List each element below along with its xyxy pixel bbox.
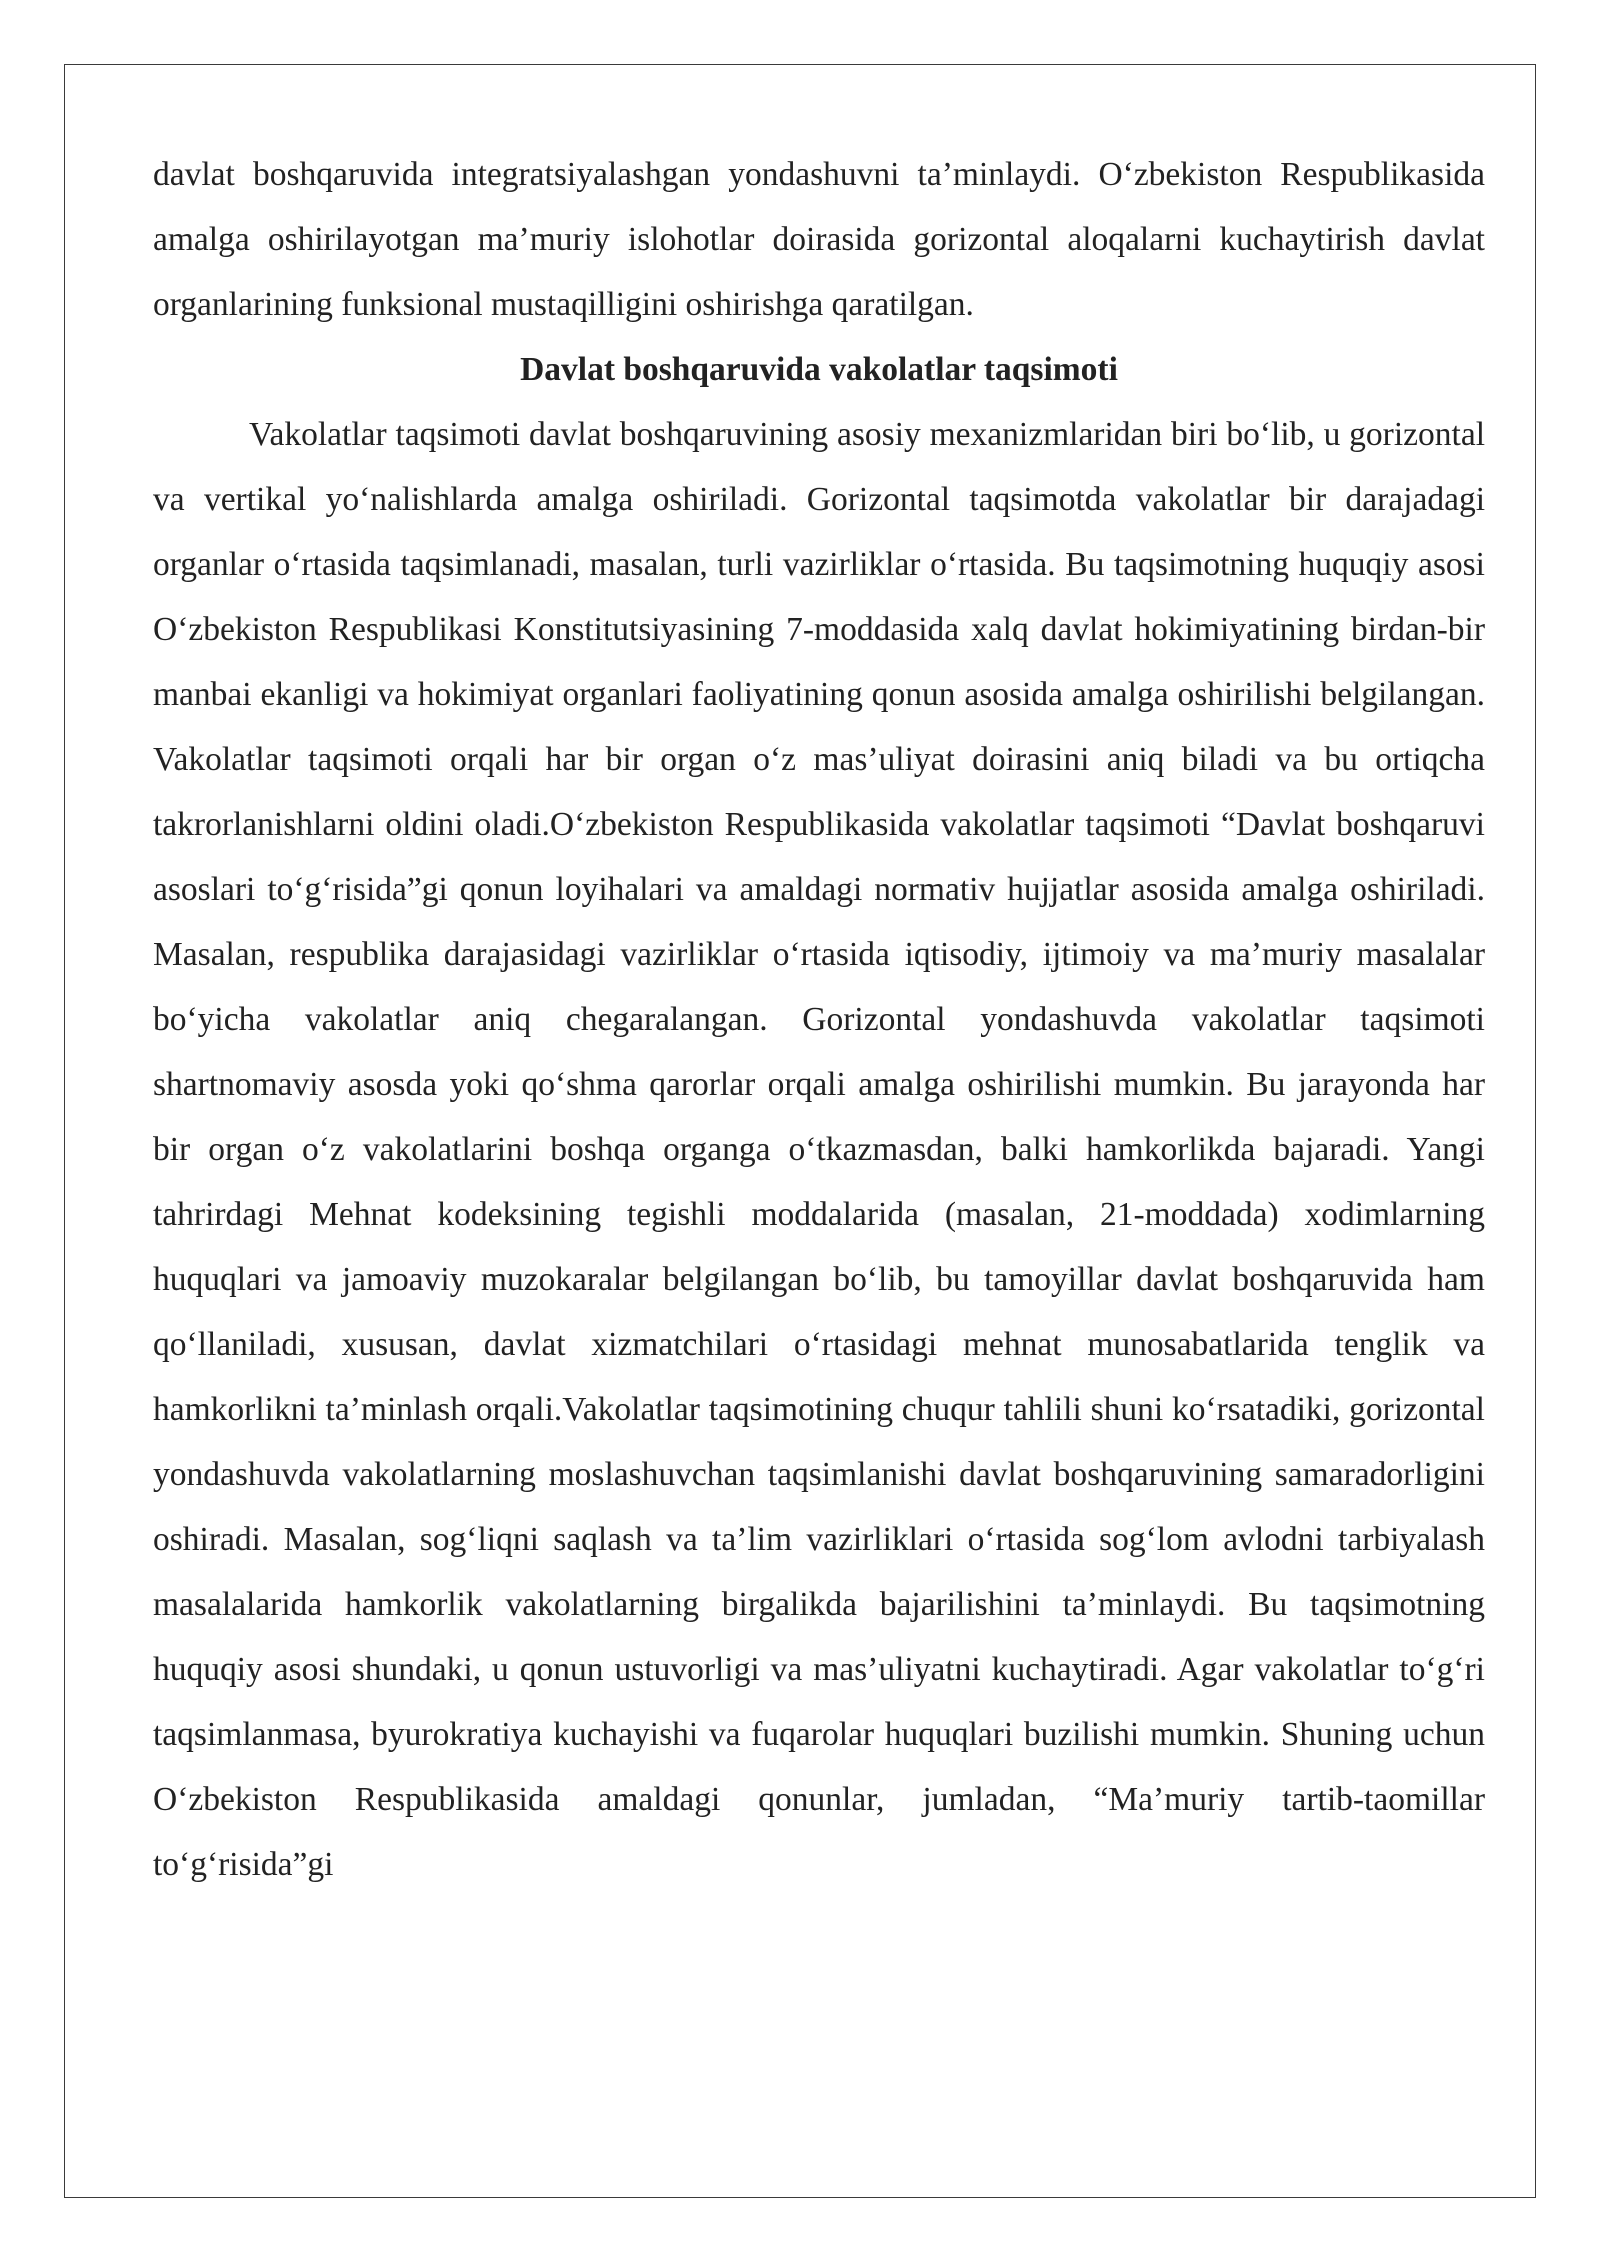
section-heading: Davlat boshqaruvida vakolatlar taqsimoti (520, 351, 1118, 388)
document-body (153, 142, 1485, 1897)
body-paragraph: Vakolatlar taqsimoti davlat boshqaruvining asosiy mexanizmlaridan biri bo‘lib, u gorizontal va vertikal yo‘nalishlarda amalga oshiriladi. Gorizontal taqsimotda vakolatlar bir darajadagi organlar o‘rtasida taqsimlanadi, masalan, turli vazirliklar o‘rtasida. Bu taqsimotning huquqiy asosi O‘zbekiston Respublikasi Konstitutsiyasining 7-moddasida xalq davlat hokimiyatining birdan-bir manbai ekanligi va hokimiyat organlari faoliyatining qonun asosida amalga oshirilishi belgilangan. Vakolatlar taqsimoti orqali har bir organ o‘z mas’uliyat doirasini aniq biladi va bu ortiqcha takrorlanishlarni oldini oladi.O‘zbekiston Respublikasida vakolatlar taqsimoti “Davlat boshqaruvi asoslari to‘g‘risida”gi qonun loyihalari va amaldagi normativ hujjatlar asosida amalga oshiriladi. Masalan, respublika darajasidagi vazirliklar o‘rtasida iqtisodiy, ijtimoiy va ma’muriy masalalar bo‘yicha vakolatlar aniq chegaralangan. Gorizontal yondashuvda vakolatlar taqsimoti shartnomaviy asosda yoki qo‘shma qarorlar orqali amalga oshirilishi mumkin. Bu jarayonda har bir organ o‘z vakolatlarini boshqa organga o‘tkazmasdan, balki hamkorlikda bajaradi. Yangi tahrirdagi Mehnat kodeksining tegishli moddalarida (masalan, 21-moddada) xodimlarning huquqlari va jamoaviy muzokaralar belgilangan bo‘lib, bu tamoyillar davlat boshqaruvida ham qo‘llaniladi, xususan, davlat xizmatchilari o‘rtasidagi mehnat munosabatlarida tenglik va hamkorlikni ta’minlash orqali.Vakolatlar taqsimotining chuqur tahlili shuni ko‘rsatadiki, gorizontal yondashuvda vakolatlarning moslashuvchan taqsimlanishi davlat boshqaruvining samaradorligini oshiradi. Masalan, sog‘liqni saqlash va ta’lim vazirliklari o‘rtasida sog‘lom avlodni tarbiyalash masalalarida hamkorlik vakolatlarning birgalikda bajarilishini ta’minlaydi. Bu taqsimotning huquqiy asosi shundaki, u qonun ustuvorligi va mas’uliyatni kuchaytiradi. Agar vakolatlar to‘g‘ri taqsimlanmasa, byurokratiya kuchayishi va fuqarolar huquqlari buzilishi mumkin. Shuning uchun O‘zbekiston Respublikasida amaldagi qonunlar, jumladan, “Ma’muriy tartib-taomillar to‘g‘risida”gi (153, 416, 1485, 1883)
intro-paragraph: davlat boshqaruvida integratsiyalashgan yondashuvni ta’minlaydi. O‘zbekiston Respublikasida amalga oshirilayotgan ma’muriy islohotlar doirasida gorizontal aloqalarni kuchaytirish davlat organlarining funksional mustaqilligini oshirishga qaratilgan. (153, 156, 1485, 323)
